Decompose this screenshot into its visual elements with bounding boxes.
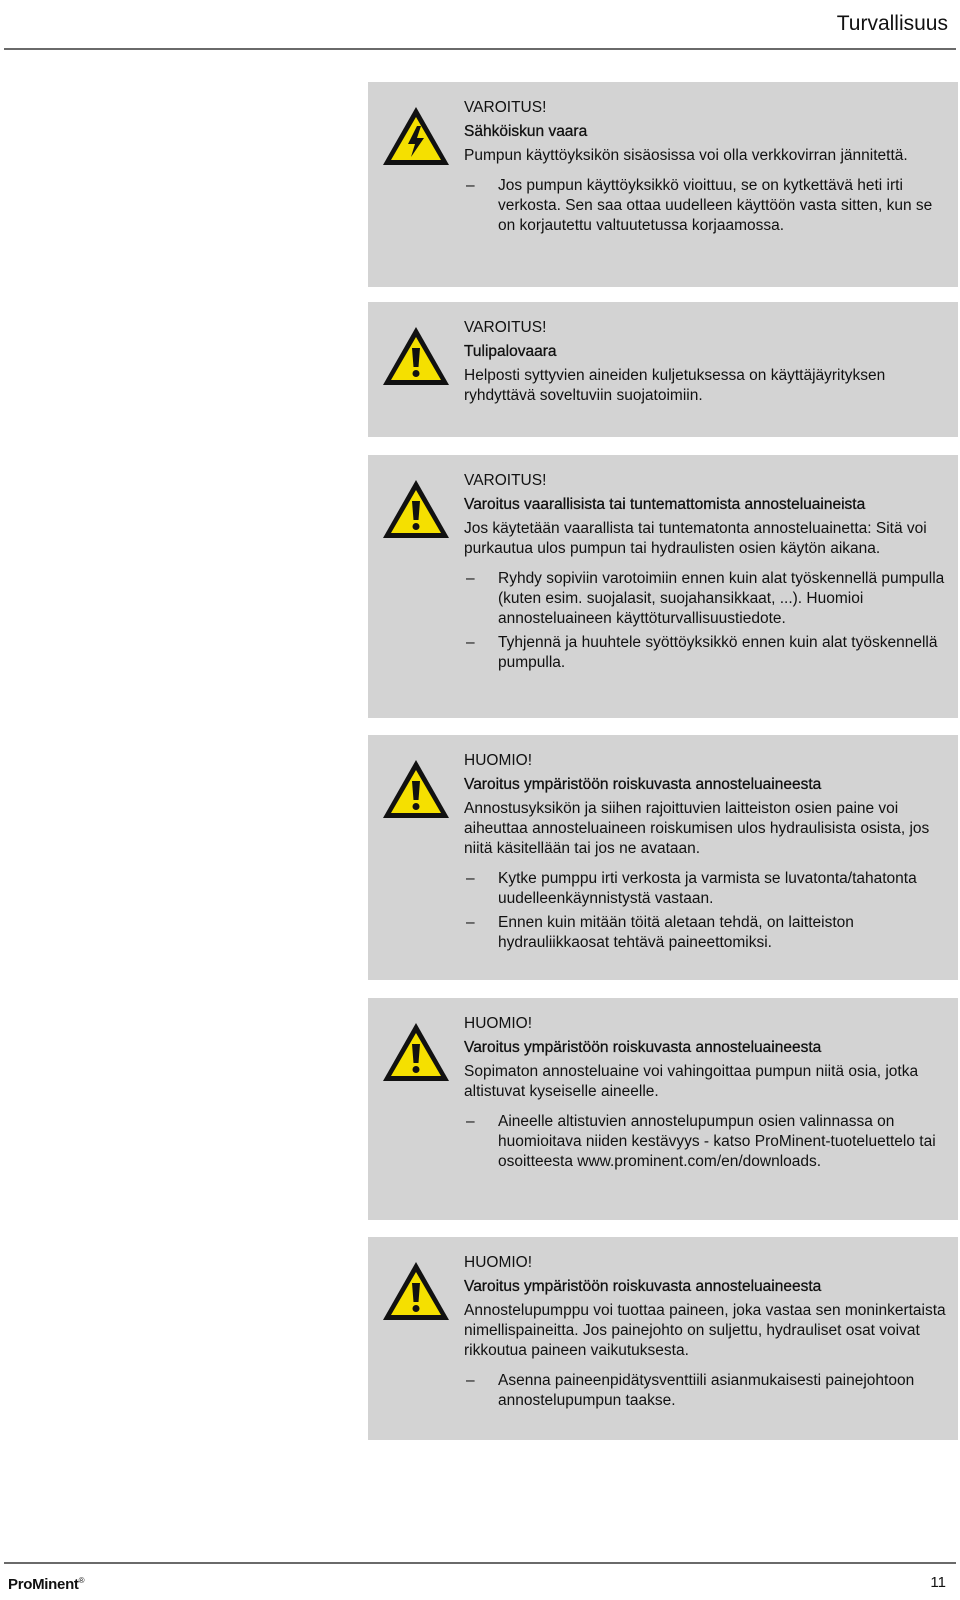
- exclamation-warning-icon: [380, 477, 452, 541]
- signal-word: VAROITUS!: [464, 319, 547, 336]
- exclamation-warning-icon: [380, 324, 452, 388]
- list-item: [464, 913, 950, 953]
- notice-title: Varoitus vaarallisista tai tuntemattomista annosteluaineista: [464, 496, 866, 513]
- notice-body: [464, 1253, 950, 1415]
- signal-word: HUOMIO!: [464, 1015, 533, 1032]
- signal-word: HUOMIO!: [464, 1254, 533, 1271]
- action-list: [464, 869, 950, 953]
- dash-bullet: –: [466, 177, 475, 194]
- exclamation-warning-icon: [380, 1259, 452, 1323]
- page-header-title: Turvallisuus: [836, 12, 948, 35]
- notice-body: [464, 1014, 950, 1176]
- page-number: 11: [930, 1574, 946, 1591]
- notice-title: Varoitus ympäristöön roiskuvasta annosteluaineesta: [464, 1039, 822, 1056]
- notice-body: [464, 318, 950, 406]
- action-list: [464, 1371, 950, 1411]
- notice-title: Varoitus ympäristöön roiskuvasta annosteluaineesta: [464, 776, 822, 793]
- list-item-text: Kytke pumppu irti verkosta ja varmista se luvatonta/tahatonta uudelleenkäynnistystä vastaan.: [498, 870, 917, 907]
- notice-text: Pumpun käyttöyksikön sisäosissa voi olla verkkovirran jännitettä.: [464, 147, 908, 164]
- exclamation-warning-icon: [380, 757, 452, 821]
- dash-bullet: –: [466, 570, 475, 587]
- notice-text: Helposti syttyvien aineiden kuljetuksessa on käyttäjäyrityksen ryhdyttävä soveltuviin suojatoimiin.: [464, 367, 886, 404]
- list-item: [464, 1371, 950, 1411]
- list-item-text: Ryhdy sopiviin varotoimiin ennen kuin alat työskennellä pumpulla (kuten esim. suojalasit, suojahansikkaat, ...). Huomioi annosteluaineen käyttöturvallisuustiedote.: [498, 570, 945, 627]
- registered-mark: ®: [78, 1576, 85, 1585]
- list-item: [464, 869, 950, 909]
- brand-name: ProMinent: [8, 1576, 79, 1593]
- warning-notice-hazardous-media: [368, 455, 958, 718]
- action-list: [464, 1112, 950, 1172]
- notice-body: [464, 751, 950, 957]
- dash-bullet: –: [466, 1113, 475, 1130]
- dash-bullet: –: [466, 870, 475, 887]
- list-item: [464, 633, 950, 673]
- list-item-text: Asenna paineenpidätysventtiili asianmukaisesti painejohtoon annostelupumpun taakse.: [498, 1372, 915, 1409]
- caution-notice-overpressure: [368, 1237, 958, 1440]
- dash-bullet: –: [466, 914, 475, 931]
- list-item: [464, 1112, 950, 1172]
- signal-word: VAROITUS!: [464, 99, 547, 116]
- notice-text: Annostusyksikön ja siihen rajoittuvien laitteiston osien paine voi aiheuttaa annosteluaineen roiskumisen ulos hydraulisista osista, jos niitä käsitellään tai jos ne avataan.: [464, 800, 930, 857]
- warning-notice-electric: [368, 82, 958, 287]
- notice-title: Varoitus ympäristöön roiskuvasta annosteluaineesta: [464, 1278, 822, 1295]
- notice-text: Sopimaton annosteluaine voi vahingoittaa pumpun niitä osia, jotka altistuvat kyseiselle aineelle.: [464, 1063, 919, 1100]
- caution-notice-material-compatibility: [368, 998, 958, 1220]
- brand-logo: [8, 1576, 84, 1593]
- dash-bullet: –: [466, 1372, 475, 1389]
- list-item-text: Aineelle altistuvien annostelupumpun osien valinnassa on huomioitava niiden kestävyys - katso ProMinent-tuoteluettelo tai osoitteesta www.prominent.com/en/downloads.: [498, 1113, 936, 1170]
- warning-notice-fire: [368, 302, 958, 437]
- list-item-text: Tyhjennä ja huuhtele syöttöyksikkö ennen kuin alat työskennellä pumpulla.: [498, 634, 938, 671]
- footer-rule: [4, 1562, 956, 1564]
- list-item: [464, 569, 950, 629]
- caution-notice-pressure-spray: [368, 735, 958, 980]
- notice-text: Jos käytetään vaarallista tai tuntematonta annosteluainetta: Sitä voi purkautua ulos pumpun tai hydraulisten osien käytön aikana.: [464, 520, 927, 557]
- action-list: [464, 176, 950, 236]
- notice-title: Sähköiskun vaara: [464, 123, 588, 140]
- notice-text: Annostelupumppu voi tuottaa paineen, joka vastaa sen moninkertaista nimellispaineitta. Jos painejohto on suljettu, hydrauliset osat voivat rikkoutua paineen vaikutuksesta.: [464, 1302, 946, 1359]
- list-item-text: Jos pumpun käyttöyksikkö vioittuu, se on kytkettävä heti irti verkosta. Sen saa ottaa uudelleen käyttöön vasta sitten, kun se on korjautettu valtuutetussa korjaamossa.: [498, 177, 933, 234]
- list-item-text: Ennen kuin mitään töitä aletaan tehdä, on laitteiston hydrauliikkaosat tehtävä paineettomiksi.: [498, 914, 854, 951]
- dash-bullet: –: [466, 634, 475, 651]
- notice-body: [464, 471, 950, 677]
- list-item: [464, 176, 950, 236]
- header-rule: [4, 48, 956, 50]
- signal-word: HUOMIO!: [464, 752, 533, 769]
- action-list: [464, 569, 950, 673]
- exclamation-warning-icon: [380, 1020, 452, 1084]
- notice-body: [464, 98, 950, 240]
- notice-title: Tulipalovaara: [464, 343, 557, 360]
- electric-hazard-icon: [380, 104, 452, 168]
- signal-word: VAROITUS!: [464, 472, 547, 489]
